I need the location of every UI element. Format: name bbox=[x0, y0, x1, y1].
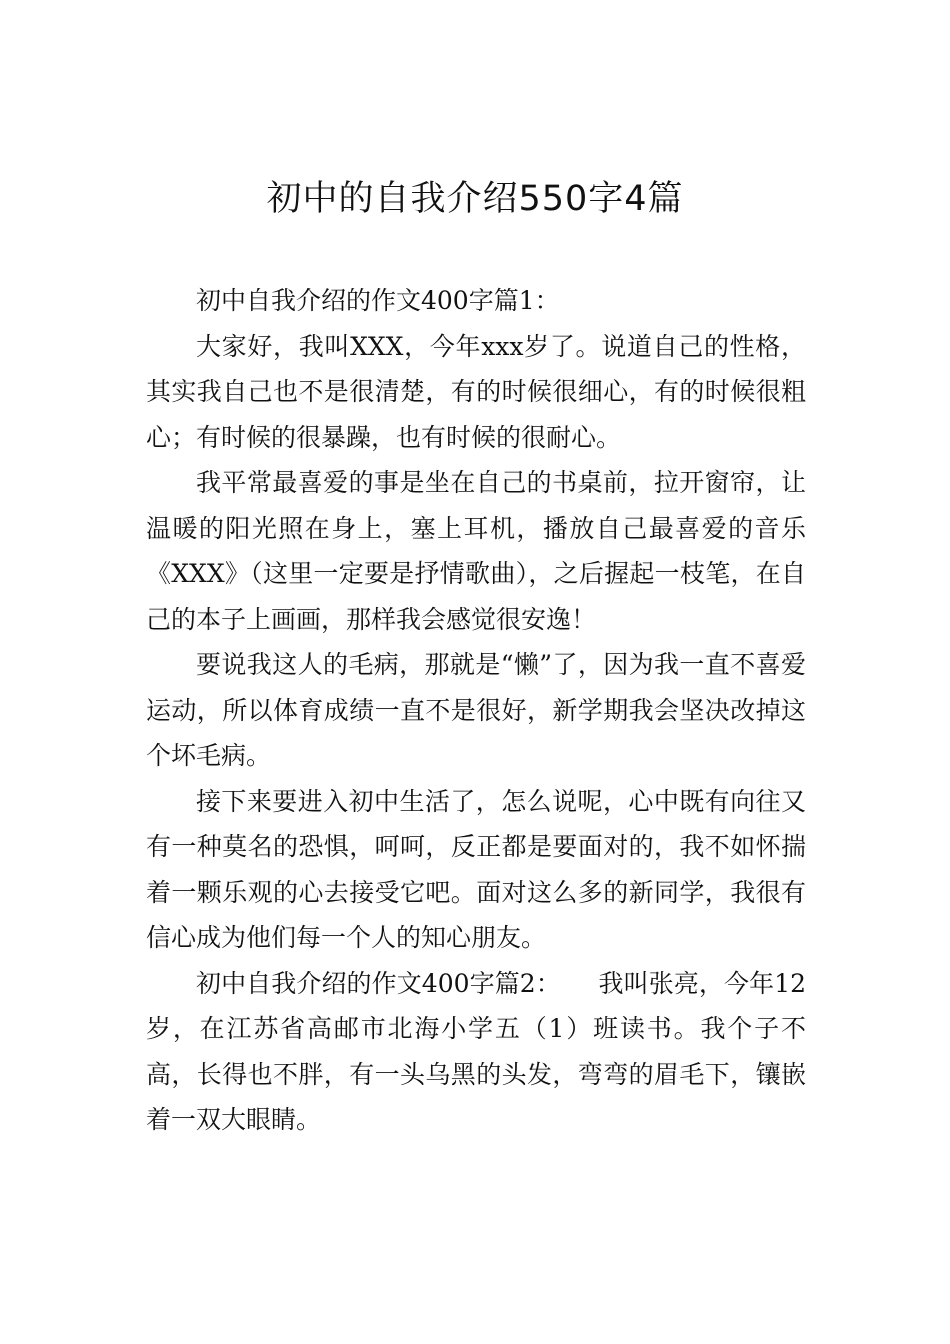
paragraph-heading-2: 初中自我介绍的作文400字篇2： 我叫张亮，今年12岁，在江苏省高邮市北海小学五（1）班读书。我个子不高，长得也不胖，有一头乌黑的头发，弯弯的眉毛下，镶嵌着一双大眼睛。 bbox=[146, 968, 806, 1134]
paragraph: 接下来要进入初中生活了，怎么说呢，心中既有向往又有一种莫名的恐惧，呵呵，反正都是要面对的，我不如怀揣着一颗乐观的心去接受它吧。面对这么多的新同学，我很有信心成为他们每一个人的知心朋友。 bbox=[146, 786, 806, 952]
document-title: 初中的自我介绍550字4篇 bbox=[266, 179, 684, 219]
paragraph: 我平常最喜爱的事是坐在自己的书桌前，拉开窗帘，让温暖的阳光照在身上，塞上耳机，播放自己最喜爱的音乐《XXX》（这里一定要是抒情歌曲），之后握起一枝笔，在自己的本子上画画，那样我会感觉很安逸！ bbox=[146, 468, 806, 634]
paragraph: 大家好，我叫XXX，今年xxx岁了。说道自己的性格，其实我自己也不是很清楚，有的时候很细心，有的时候很粗心；有时候的很暴躁，也有时候的很耐心。 bbox=[146, 331, 806, 452]
document-body bbox=[146, 278, 806, 1143]
paragraph-heading-1: 初中自我介绍的作文400字篇1： bbox=[196, 286, 560, 315]
paragraph: 要说我这人的毛病，那就是“懒”了，因为我一直不喜爱运动，所以体育成绩一直不是很好，新学期我会坚决改掉这个坏毛病。 bbox=[146, 650, 806, 770]
